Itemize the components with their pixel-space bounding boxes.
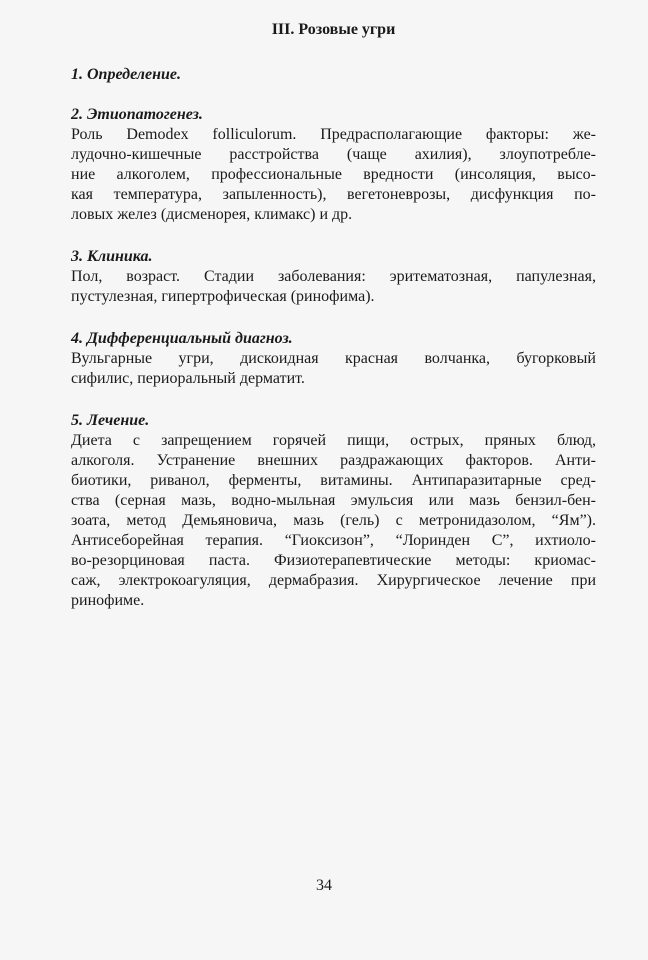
text-line: ринофиме. xyxy=(71,592,145,609)
section-text-treatment xyxy=(71,431,596,611)
text-line: Вульгарные угри, дискоидная красная волчанка, бугорковый xyxy=(71,350,596,367)
page-content xyxy=(71,18,596,611)
text-line: зоата, метод Демьяновича, мазь (гель) с метронидазолом, “Ям”). xyxy=(71,512,596,529)
text-line: алкоголя. Устранение внешних раздражающих факторов. Анти- xyxy=(71,452,596,469)
text-line: сифилис, периоральный дерматит. xyxy=(71,370,305,387)
section-heading-differential-diagnosis: 4. Дифференциальный диагноз. xyxy=(71,330,293,347)
text-line: Пол, возраст. Стадии заболевания: эритематозная, папулезная, xyxy=(71,268,596,285)
section-treatment xyxy=(71,411,596,611)
chapter-title: III. Розовые угри xyxy=(271,21,396,38)
section-text-differential-diagnosis xyxy=(71,349,596,389)
section-definition xyxy=(71,65,596,85)
text-line: биотики, риванол, ферменты, витамины. Антипаразитарные сред- xyxy=(71,472,596,489)
text-line: ние алкоголем, профессиональные вредности (инсоляция, высо- xyxy=(71,166,596,183)
section-etiopathogenesis xyxy=(71,105,596,225)
text-line: ства (серная мазь, водно-мыльная эмульсия или мазь бензил-бен- xyxy=(71,492,596,509)
page-number: 34 xyxy=(316,877,332,894)
section-text-etiopathogenesis xyxy=(71,125,596,225)
section-heading-treatment: 5. Лечение. xyxy=(71,412,150,429)
section-heading-definition: 1. Определение. xyxy=(71,66,181,83)
text-line: Диета с запрещением горячей пищи, острых, пряных блюд, xyxy=(71,432,596,449)
text-line: саж, электрокоагуляция, дермабразия. Хирургическое лечение при xyxy=(71,572,596,589)
section-clinic xyxy=(71,247,596,307)
text-line: лудочно-кишечные расстройства (чаще ахилия), злоупотребле- xyxy=(71,146,596,163)
section-text-clinic xyxy=(71,267,596,307)
text-line: во-резорциновая паста. Физиотерапевтические методы: криомас- xyxy=(71,552,596,569)
section-heading-etiopathogenesis: 2. Этиопатогенез. xyxy=(71,106,203,123)
text-line: кая температура, запыленность), вегетоневрозы, дисфункция по- xyxy=(71,186,596,203)
text-line: Роль Demodex folliculorum. Предрасполагающие факторы: же- xyxy=(71,126,596,143)
text-line: пустулезная, гипертрофическая (ринофима). xyxy=(71,288,375,305)
section-heading-clinic: 3. Клиника. xyxy=(71,248,153,265)
section-differential-diagnosis xyxy=(71,329,596,389)
text-line: Антисеборейная терапия. “Гиоксизон”, “Лоринден С”, ихтиоло- xyxy=(71,532,596,549)
text-line: ловых желез (дисменорея, климакс) и др. xyxy=(71,206,353,223)
